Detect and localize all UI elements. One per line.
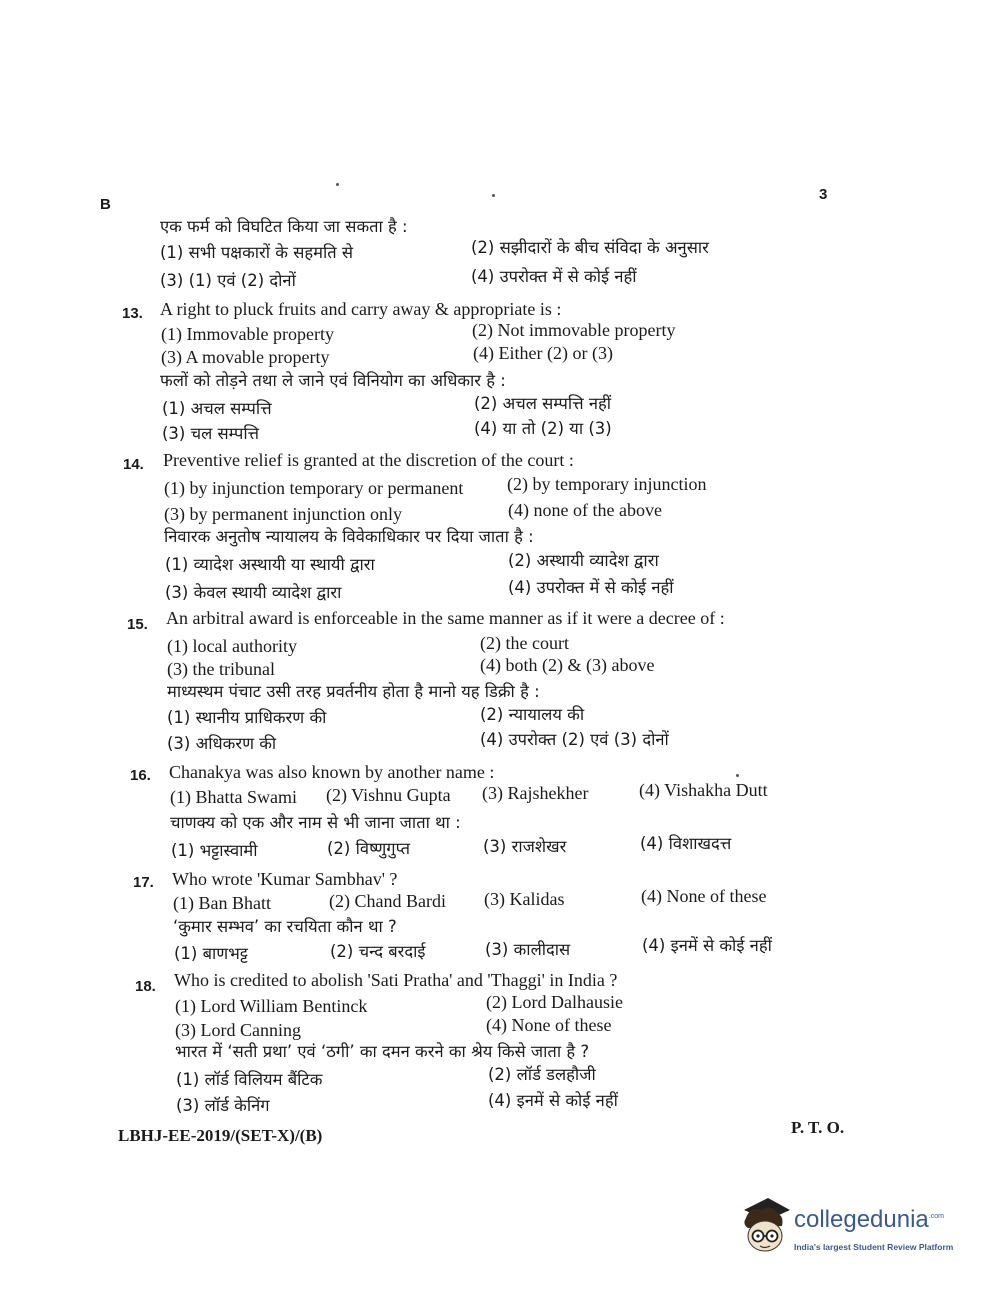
- option: (2) the court: [480, 633, 569, 653]
- option: (1) Immovable property: [161, 324, 334, 344]
- student-mascot-icon: [738, 1196, 792, 1258]
- set-letter: B: [100, 196, 111, 213]
- option: (2) Not immovable property: [472, 320, 676, 340]
- hindi-option: (2) विष्णुगुप्त: [327, 839, 411, 858]
- hindi-option: (2) न्यायालय की: [480, 705, 585, 724]
- option: (4) none of the above: [508, 500, 662, 520]
- option: (1) Lord William Bentinck: [175, 996, 368, 1016]
- question-hindi-stem: फलों को तोड़ने तथा ले जाने एवं विनियोग का अधिकार है :: [160, 371, 506, 390]
- hindi-option: (3) (1) एवं (2) दोनों: [160, 271, 296, 290]
- question-hindi-stem: निवारक अनुतोष न्यायालय के विवेकाधिकार पर दिया जाता है :: [164, 527, 534, 546]
- question-hindi-stem: माध्यस्थम पंचाट उसी तरह प्रवर्तनीय होता है मानो यह डिक्री है :: [167, 682, 540, 701]
- option: (4) Vishakha Dutt: [639, 780, 768, 800]
- hindi-option: (1) स्थानीय प्राधिकरण की: [167, 708, 327, 727]
- option: (1) Ban Bhatt: [173, 893, 271, 913]
- hindi-option: (2) अस्थायी व्यादेश द्वारा: [508, 551, 659, 570]
- option: (2) by temporary injunction: [507, 474, 707, 494]
- hindi-option: (4) उपरोक्त (2) एवं (3) दोनों: [480, 730, 669, 749]
- scan-speck: [336, 183, 339, 186]
- hindi-option: (1) बाणभट्ट: [174, 944, 248, 963]
- brand-tagline: India's largest Student Review Platform: [794, 1242, 954, 1252]
- question-number: 13.: [122, 305, 143, 322]
- hindi-option: (1) सभी पक्षकारों के सहमति से: [160, 243, 354, 262]
- question-number: 15.: [127, 616, 148, 633]
- hindi-option: (3) कालीदास: [485, 940, 571, 959]
- option: (3) Rajshekher: [482, 783, 589, 803]
- question-hindi-stem: ‘कुमार सम्भव’ का रचयिता कौन था ?: [173, 917, 397, 936]
- question-stem: Who is credited to abolish 'Sati Pratha' and 'Thaggi' in India ?: [174, 970, 618, 990]
- option: (4) Either (2) or (3): [473, 343, 613, 363]
- option: (4) both (2) & (3) above: [480, 655, 655, 675]
- hindi-option: (3) केवल स्थायी व्यादेश द्वारा: [165, 583, 342, 602]
- option: (2) Vishnu Gupta: [326, 785, 451, 805]
- hindi-option: (1) व्यादेश अस्थायी या स्थायी द्वारा: [165, 555, 375, 574]
- hindi-option: (4) विशाखदत्त: [640, 834, 732, 853]
- option: (2) Lord Dalhausie: [486, 992, 623, 1012]
- question-hindi-stem: एक फर्म को विघटित किया जा सकता है :: [160, 217, 408, 236]
- hindi-option: (2) लॉर्ड डलहौजी: [488, 1065, 596, 1084]
- hindi-option: (2) अचल सम्पत्ति नहीं: [474, 394, 612, 413]
- question-number: 18.: [135, 978, 156, 995]
- hindi-option: (3) लॉर्ड केनिंग: [176, 1096, 270, 1115]
- option: (4) None of these: [486, 1015, 612, 1035]
- question-stem: An arbitral award is enforceable in the same manner as if it were a decree of :: [166, 608, 725, 628]
- hindi-option: (4) इनमें से कोई नहीं: [642, 936, 772, 955]
- hindi-option: (1) भट्टास्वामी: [171, 841, 258, 860]
- option: (1) by injunction temporary or permanent: [164, 478, 464, 498]
- option: (3) Lord Canning: [175, 1020, 301, 1040]
- question-number: 16.: [130, 767, 151, 784]
- option: (1) local authority: [167, 636, 297, 656]
- hindi-option: (2) चन्द बरदाई: [330, 942, 426, 961]
- question-stem: Preventive relief is granted at the discretion of the court :: [163, 450, 574, 470]
- hindi-option: (1) लॉर्ड विलियम बैंटिक: [176, 1070, 323, 1089]
- question-stem: Who wrote 'Kumar Sambhav' ?: [172, 869, 398, 889]
- pto-label: P. T. O.: [791, 1118, 845, 1137]
- hindi-option: (4) इनमें से कोई नहीं: [488, 1091, 618, 1110]
- question-hindi-stem: चाणक्य को एक और नाम से भी जाना जाता था :: [170, 813, 461, 832]
- hindi-option: (1) अचल सम्पत्ति: [162, 399, 272, 418]
- scan-speck: [736, 774, 739, 777]
- question-stem: Chanakya was also known by another name :: [169, 762, 495, 782]
- question-hindi-stem: भारत में ‘सती प्रथा’ एवं ‘ठगी’ का दमन करने का श्रेय किसे जाता है ?: [175, 1042, 590, 1061]
- hindi-option: (2) सझीदारों के बीच संविदा के अनुसार: [471, 238, 709, 257]
- option: (3) by permanent injunction only: [164, 504, 402, 524]
- question-stem: A right to pluck fruits and carry away & appropriate is :: [160, 299, 562, 319]
- hindi-option: (3) चल सम्पत्ति: [162, 424, 259, 443]
- option: (3) Kalidas: [484, 889, 565, 909]
- question-number: 14.: [123, 456, 144, 473]
- option: (3) the tribunal: [167, 659, 275, 679]
- question-number: 17.: [133, 874, 154, 891]
- hindi-option: (4) उपरोक्त में से कोई नहीं: [471, 267, 637, 286]
- option: (3) A movable property: [161, 347, 330, 367]
- page-number: 3: [819, 186, 828, 203]
- paper-code: LBHJ-EE-2019/(SET-X)/(B): [118, 1126, 323, 1145]
- option: (4) None of these: [641, 886, 767, 906]
- hindi-option: (4) उपरोक्त में से कोई नहीं: [508, 578, 674, 597]
- collegedunia-watermark: [738, 1196, 963, 1260]
- option: (1) Bhatta Swami: [170, 787, 297, 807]
- hindi-option: (4) या तो (2) या (3): [474, 419, 612, 438]
- hindi-option: (3) राजशेखर: [483, 837, 567, 856]
- option: (2) Chand Bardi: [329, 891, 446, 911]
- brand-name: collegedunia$^{.com}$: [794, 1206, 944, 1233]
- scan-speck: [492, 194, 495, 197]
- hindi-option: (3) अधिकरण की: [167, 734, 277, 753]
